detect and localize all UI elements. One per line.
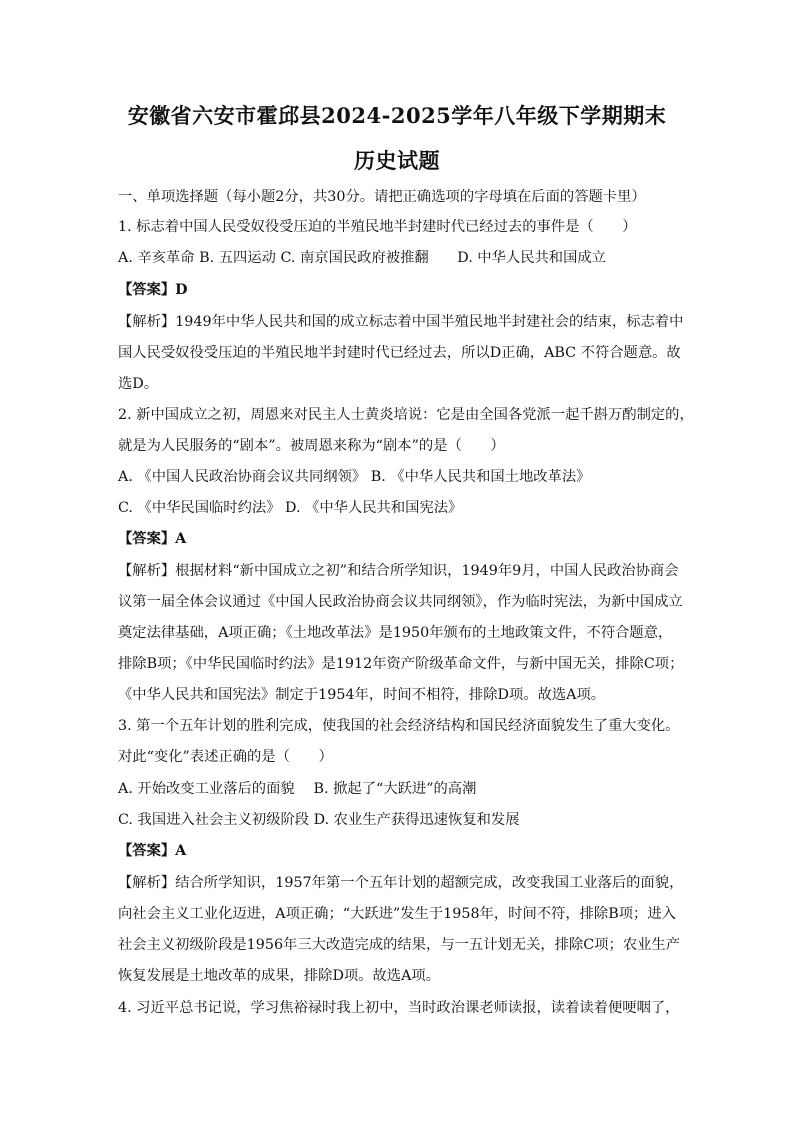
question-1-answer: 【答案】D xyxy=(118,282,188,298)
question-2-analysis: 《中华人民共和国宪法》制定于1954年，时间不相符，排除D项。故选A项。 xyxy=(118,687,606,703)
question-2-options: A. 《中国人民政治协商会议共同纲领》 B. 《中华人民共和国土地改革法》 xyxy=(118,469,591,485)
question-2-analysis: 排除B项；《中华民国临时约法》是1912年资产阶级革命文件，与新中国无关，排除C项； xyxy=(118,656,684,672)
question-1-options: A. 辛亥革命 B. 五四运动 C. 南京国民政府被推翻 D. 中华人民共和国成立 xyxy=(118,250,606,266)
question-3-analysis: 向社会主义工业化迈进，A项正确；“大跃进”发生于1958年，时间不符，排除B项；进入 xyxy=(118,906,676,922)
question-3: 3. 第一个五年计划的胜利完成，使我国的社会经济结构和国民经济面貌发生了重大变化。 xyxy=(118,718,680,734)
exam-title: 安徽省六安市霍邱县2024-2025学年八年级下学期期末 xyxy=(127,103,667,128)
question-2-answer: 【答案】A xyxy=(118,531,187,547)
question-4: 4. 习近平总书记说，学习焦裕禄时我上初中，当时政治课老师读报，读着读着便哽咽了， xyxy=(118,1000,680,1016)
question-2-analysis: 奠定法律基础，A项正确；《土地改革法》是1950年颁布的土地政策文件，不符合题意， xyxy=(118,625,673,641)
question-1: 1. 标志着中国人民受奴役受压迫的半殖民地半封建时代已经过去的事件是（ ） xyxy=(118,219,637,235)
question-2-analysis: 【解析】根据材料“新中国成立之初”和结合所学知识，1949年9月，中国人民政治协商会 xyxy=(118,563,679,579)
question-2-options: C. 《中华民国临时约法》 D. 《中华人民共和国宪法》 xyxy=(118,500,463,516)
question-3-answer: 【答案】A xyxy=(118,843,187,859)
question-1-analysis: 选D。 xyxy=(118,376,159,392)
question-2: 就是为人民服务的“剧本”。被周恩来称为“剧本”的是（ ） xyxy=(118,438,505,454)
section-heading: 一、单项选择题（每小题2分，共30分。请把正确选项的字母填在后面的答题卡里） xyxy=(118,189,646,205)
question-3: 对此“变化”表述正确的是（ ） xyxy=(118,749,333,765)
question-1-analysis: 【解析】1949年中华人民共和国的成立标志着中国半殖民地半封建社会的结束，标志着中 xyxy=(118,314,684,330)
question-2: 2. 新中国成立之初，周恩来对民主人士黄炎培说：它是由全国各党派一起千斟万酌制定的， xyxy=(118,407,694,423)
question-2-analysis: 议第一届全体会议通过《中国人民政治协商会议共同纲领》，作为临时宪法，为新中国成立 xyxy=(118,594,683,610)
question-3-options: A. 开始改变工业落后的面貌 B. 掀起了“大跃进”的高潮 xyxy=(118,781,477,797)
question-3-options: C. 我国进入社会主义初级阶段 D. 农业生产获得迅速恢复和发展 xyxy=(118,812,520,828)
question-3-analysis: 社会主义初级阶段是1956年三大改造完成的结果，与一五计划无关，排除C项；农业生产 xyxy=(118,937,681,953)
question-3-analysis: 【解析】结合所学知识，1957年第一个五年计划的超额完成，改变我国工业落后的面貌， xyxy=(118,875,684,891)
question-1-analysis: 国人民受奴役受压迫的半殖民地半封建时代已经过去，所以D正确，ABC 不符合题意。故 xyxy=(118,345,681,361)
exam-subtitle: 历史试题 xyxy=(354,148,440,173)
question-3-analysis: 恢复发展是土地改革的成果，排除D项。故选A项。 xyxy=(118,968,441,984)
